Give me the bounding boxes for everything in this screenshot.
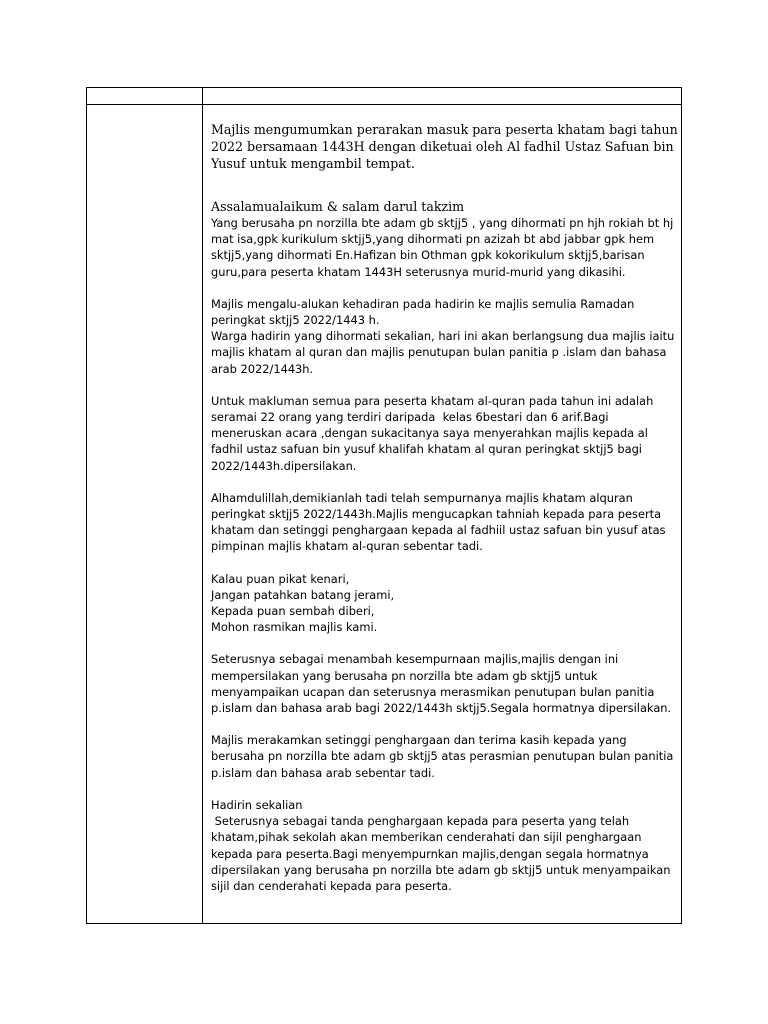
- paragraph-announcement: Untuk makluman semua para peserta khatam al-quran pada tahun ini adalah seramai 22 orang yang terdiri daripada kelas 6bestari dan 6 arif.Bagi meneruskan acara ,dengan sukacitanya saya menyerahkan majlis kepada al fadhil ustaz safuan bin yusuf khalifah khatam al quran peringkat sktjj5 bagi 2022/1443h.dipersilakan.: [211, 393, 654, 473]
- body-cell-left: [87, 105, 203, 924]
- paragraph-closing-khatam: Alhamdulillah,demikianlah tadi telah sempurnanya majlis khatam alquran peringkat sktjj5 2022/1443h.Majlis mengucapkan tahniah kepada para peserta khatam dan setinggi penghargaan kepada al fadhiil ustaz safuan bin yusuf atas pimpinan majlis khatam al-quran sebentar tadi.: [211, 490, 666, 554]
- paragraph-pantun: Kalau puan pikat kenari, Jangan patahkan batang jerami, Kepada puan sembah diberi, Mohon rasmikan majlis kami.: [211, 571, 395, 635]
- header-cell-right: [203, 88, 682, 105]
- header-cell-left: [87, 88, 203, 105]
- script-table: [86, 87, 682, 924]
- table-body-row: [87, 105, 682, 924]
- paragraph-invitation: Seterusnya sebagai menambah kesempurnaan majlis,majlis dengan ini mempersilakan yang berusaha pn norzilla bte adam gb sktjj5 untuk menyampaikan ucapan dan seterusnya merasmikan penutupan bulan panitia p.islam dan bahasa arab bagi 2022/1443h sktjj5.Segala hormatnya dipersilakan.: [211, 652, 672, 716]
- paragraph-welcome: Majlis mengalu-alukan kehadiran pada hadirin ke majlis semulia Ramadan peringkat sktjj5 2022/1443 h. Warga hadirin yang dihormati sekalian, hari ini akan berlangsung dua majlis iaitu majlis khatam al quran dan majlis penutupan bulan panitia p .islam dan bahasa arab 2022/1443h.: [211, 296, 675, 376]
- paragraph-salutation: Yang berusaha pn norzilla bte adam gb sktjj5 , yang dihormati pn hjh rokiah bt hj mat isa,gpk kurikulum sktjj5,yang dihormati pn azizah bt abd jabbar gpk hem sktjj5,yang dihormati En.Hafizan bin Othman gpk kokorikulum sktjj5,barisan guru,para peserta khatam 1443H seterusnya murid-murid yang dikasihi.: [211, 216, 674, 279]
- greeting: Assalamualaikum & salam darul takzim: [211, 199, 465, 214]
- intro-paragraph: Majlis mengumumkan perarakan masuk para peserta khatam bagi tahun 2022 bersamaan 1443H dengan diketuai oleh Al fadhil Ustaz Safuan bin Yusuf untuk mengambil tempat.: [211, 122, 678, 171]
- paragraph-certificates: Hadirin sekalian Seterusnya sebagai tanda penghargaan kepada para peserta yang telah khatam,pihak sekolah akan memberikan cenderahati dan sijil penghargaan kepada para peserta.Bagi menyempurnkan majlis,dengan segala hormatnya dipersilakan yang berusaha pn norzilla bte adam gb sktjj5 untuk menyampaikan sijil dan cenderahati kepada para peserta.: [211, 797, 671, 893]
- table-header-row: [87, 88, 682, 105]
- body-cell-right: [203, 105, 682, 924]
- script-content: [203, 105, 681, 894]
- paragraph-appreciation: Majlis merakamkan setinggi penghargaan dan terima kasih kepada yang berusaha pn norzilla bte adam gb sktjj5 atas perasmian penutupan bulan panitia p.islam dan bahasa arab sebentar tadi.: [211, 733, 674, 780]
